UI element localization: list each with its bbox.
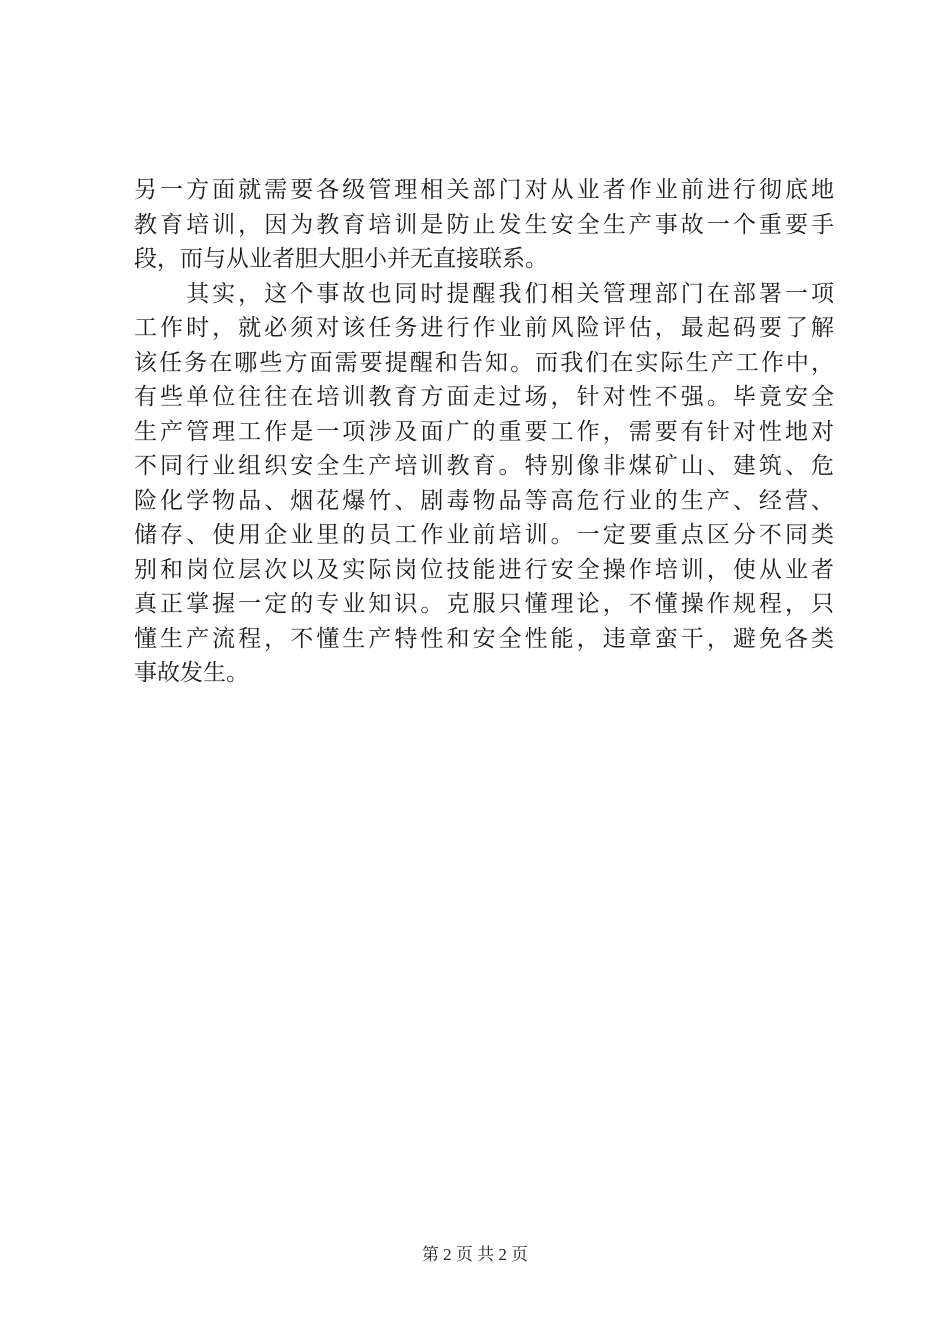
text-line: 别和岗位层次以及实际岗位技能进行安全操作培训，使从业者 xyxy=(134,556,834,583)
text-line: 有些单位往往在培训教育方面走过场，针对性不强。毕竟安全 xyxy=(134,384,834,410)
text-line: 其实，这个事故也同时提醒我们相关管理部门在部署一项 xyxy=(134,280,834,307)
text-line: 教育培训，因为教育培训是防止发生安全生产事故一个重要手 xyxy=(134,211,834,238)
text-line: 段，而与从业者胆大胆小并无直接联系。 xyxy=(134,246,548,272)
text-line: 工作时，就必须对该任务进行作业前风险评估，最起码要了解 xyxy=(134,315,834,341)
text-line: 储存、使用企业里的员工作业前培训。一定要重点区分不同类 xyxy=(134,522,834,548)
text-line: 懂生产流程，不懂生产特性和安全性能，违章蛮干，避免各类 xyxy=(134,625,834,652)
text-line: 真正掌握一定的专业知识。克服只懂理论，不懂操作规程，只 xyxy=(134,591,834,617)
text-line: 事故发生。 xyxy=(134,660,249,686)
text-line: 另一方面就需要各级管理相关部门对从业者作业前进行彻底地 xyxy=(134,177,834,203)
body-text xyxy=(134,173,834,691)
page-number-footer: 第 2 页 共 2 页 xyxy=(421,1245,529,1264)
text-line: 生产管理工作是一项涉及面广的重要工作，需要有针对性地对 xyxy=(134,418,834,445)
text-line: 该任务在哪些方面需要提醒和告知。而我们在实际生产工作中， xyxy=(134,349,834,376)
text-line: 不同行业组织安全生产培训教育。特别像非煤矿山、建筑、危 xyxy=(134,453,834,479)
text-line: 险化学物品、烟花爆竹、剧毒物品等高危行业的生产、经营、 xyxy=(134,487,834,514)
